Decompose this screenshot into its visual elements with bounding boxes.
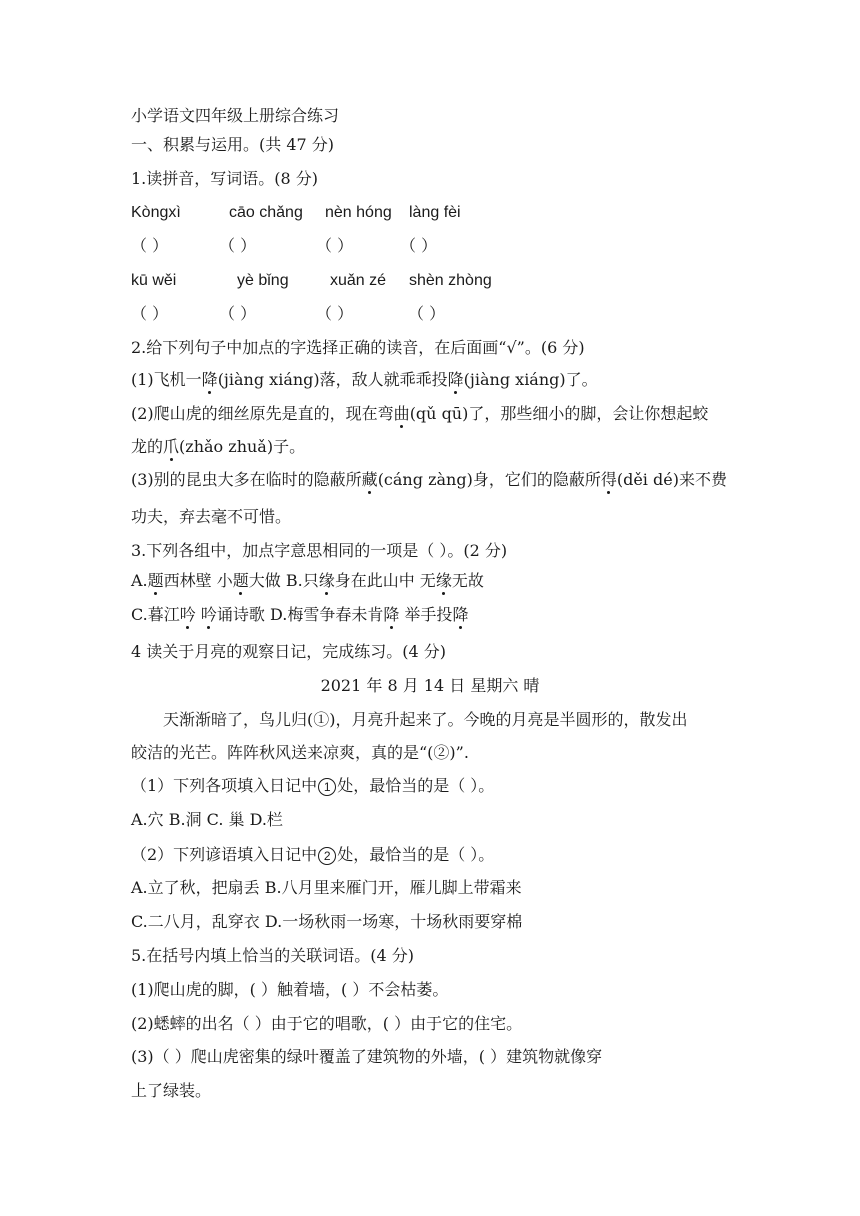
answer-blank[interactable]: （ ） [131,304,169,323]
pinyin-4: làng fèi [409,204,461,221]
section-heading: 一、积累与运用。(共 47 分) [131,135,335,154]
fill-sentence-3: (3)（ ）爬山虎密集的绿叶覆盖了建筑物的外墙，( ）建筑物就像穿 [131,1047,603,1066]
fill-sentence-2: (2)蟋蟀的出名（ ）由于它的唱歌，( ）由于它的住宅。 [131,1014,523,1033]
pinyin-8: shèn zhòng [409,272,492,289]
sub-question-2-options: A.立了秋，把扇丢 B.八月里来雁门开，雁儿脚上带霜来 [131,878,522,897]
pinyin-7: xuǎn zé [330,272,387,289]
pinyin-3: nèn hóng [325,204,392,221]
circled-number: 2 [318,847,336,865]
question-3-heading: 3.下列各组中，加点字意思相同的一项是（ ）。(2 分) [131,541,508,560]
page-title: 小学语文四年级上册综合练习 [131,106,340,125]
fill-sentence-3-cont: 上了绿装。 [131,1081,212,1100]
sentence-1: (1)飞机一降(jiàng xiáng)落，敌人就乖乖投降(jiàng xiáng)了。 [131,370,598,389]
answer-blank[interactable]: （ ） [316,236,354,255]
sub-question-1-options: A.穴 B.洞 C. 巢 D.栏 [131,810,283,829]
diary-paragraph-cont: 皎洁的光芒。阵阵秋风送来凉爽，真的是“(②)”. [131,743,469,762]
question-2-heading: 2.给下列句子中加点的字选择正确的读音，在后面画“√”。(6 分) [131,338,585,357]
answer-blank[interactable]: （ ） [219,236,257,255]
question-1-heading: 1.读拼音，写词语。(8 分) [131,169,319,188]
answer-blank[interactable]: （ ） [219,304,257,323]
sub-question-2: （2）下列谚语填入日记中 2 处，最恰当的是（ ）。 [131,845,495,864]
question-5-heading: 5.在括号内填上恰当的关联词语。(4 分) [131,946,415,965]
options-ab: A.题西林壁 小题大做 B.只缘身在此山中 无缘无故 [131,571,484,590]
diary-date: 2021 年 8 月 14 日 星期六 晴 [320,676,540,695]
pinyin-6: yè bǐng [237,272,289,289]
sub-question-2-options-cont: C.二八月，乱穿衣 D.一场秋雨一场寒，十场秋雨要穿棉 [131,912,523,931]
pinyin-1: Kòngxì [131,204,181,221]
question-4-heading: 4 读关于月亮的观察日记，完成练习。(4 分) [131,642,447,661]
options-cd: C.暮江吟 吟诵诗歌 D.梅雪争春未肯降 举手投降 [131,605,469,624]
sentence-3: (3)别的昆虫大多在临时的隐蔽所藏(cáng zàng)身，它们的隐蔽所得(děi dé)来不费 [131,470,727,489]
sub-question-1: （1）下列各项填入日记中 1 处，最恰当的是（ ）。 [131,776,495,795]
circled-number: 1 [318,778,336,796]
pinyin-2: cāo chǎng [229,204,303,221]
answer-blank[interactable]: （ ） [408,304,446,323]
answer-blank[interactable]: （ ） [131,236,169,255]
sentence-2-cont: 龙的爪(zhǎo zhuǎ)子。 [131,437,306,456]
pinyin-5: kū wěi [131,272,177,289]
answer-blank[interactable]: （ ） [316,304,354,323]
sentence-2: (2)爬山虎的细丝原先是直的，现在弯曲(qǔ qū)了，那些细小的脚，会让你想起蛟 [131,404,709,423]
sentence-3-cont: 功夫，弃去毫不可惜。 [131,507,292,526]
fill-sentence-1: (1)爬山虎的脚，( ）触着墙，( ）不会枯萎。 [131,980,449,999]
answer-blank[interactable]: （ ） [400,236,438,255]
diary-paragraph: 天渐渐暗了，鸟儿归(①)，月亮升起来了。今晚的月亮是半圆形的，散发出 [163,710,688,729]
